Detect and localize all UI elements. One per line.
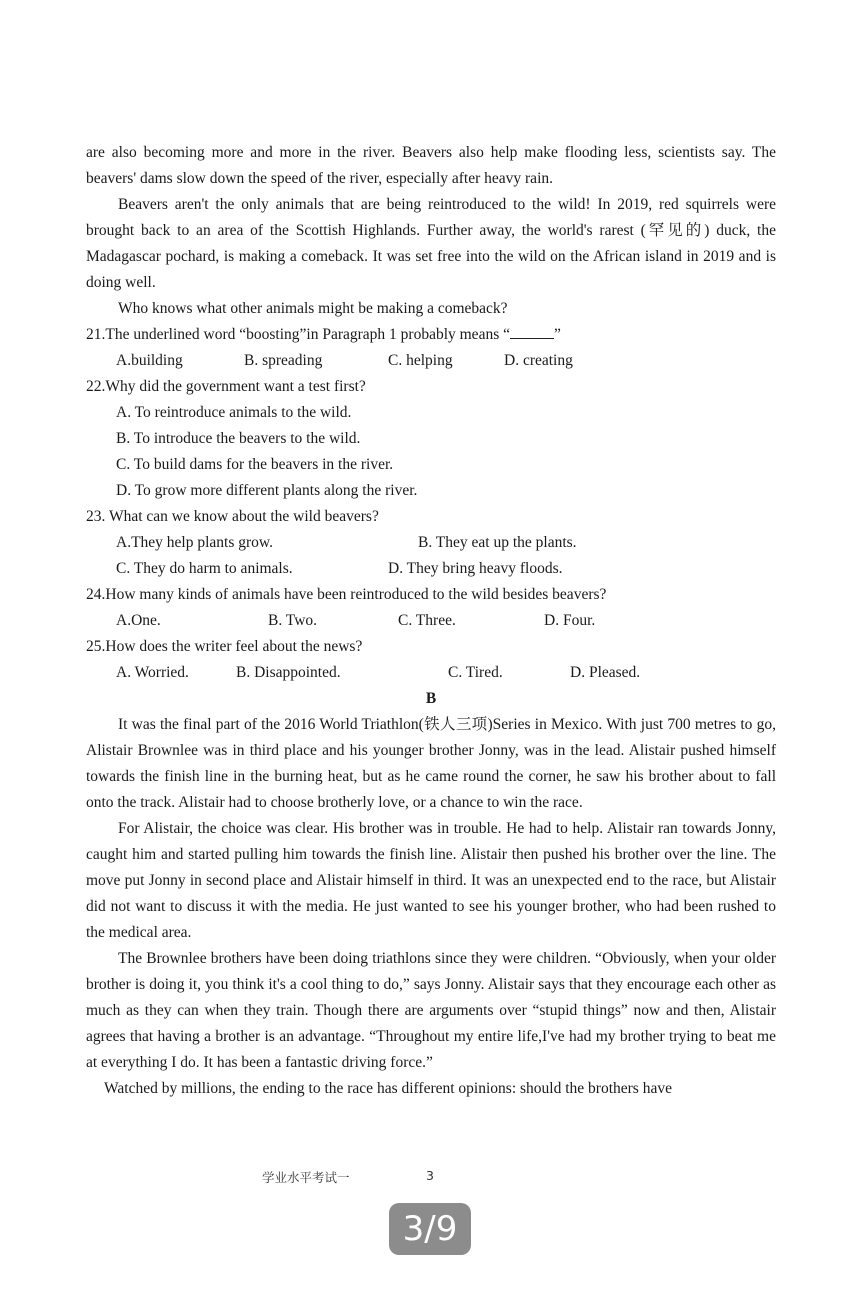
option-a: A. To reintroduce animals to the wild. [116, 404, 352, 421]
question-25-stem: 25.How does the writer feel about the news? [86, 638, 363, 655]
option-a: A.One. [116, 612, 161, 629]
option-b: B. spreading [244, 352, 323, 369]
question-23-stem: 23. What can we know about the wild beavers? [86, 508, 379, 525]
option-b: B. Disappointed. [236, 664, 341, 681]
option-c: C. To build dams for the beavers in the river. [116, 456, 394, 473]
option-a: A.building [116, 352, 183, 369]
option-b: B. Two. [268, 612, 318, 629]
option-a: A.They help plants grow. [116, 534, 273, 551]
passage-a-paragraph: Who knows what other animals might be making a comeback? [118, 300, 508, 317]
section-heading: B [425, 690, 437, 707]
footer-exam-name: 学业水平考试一 [262, 1170, 350, 1185]
option-c: C. helping [388, 352, 453, 369]
option-c: C. Tired. [448, 664, 503, 681]
passage-b-paragraph: Watched by millions, the ending to the race has different opinions: should the brothers have [104, 1080, 672, 1097]
question-24-options [86, 608, 776, 634]
option-b: B. To introduce the beavers to the wild. [116, 430, 361, 447]
option-d: D. To grow more different plants along the river. [116, 482, 418, 499]
passage-a-paragraph: Beavers aren't the only animals that are being reintroduced to the wild! In 2019, red squirrels were brought back to an area of the Scottish Highlands. Further away, the world's rarest (罕见的) duck, the Madagascar pochard, is making a comeback. It was set free into the wild on the African island in 2019 and is doing well. [86, 196, 776, 291]
question-22-stem: 22.Why did the government want a test first? [86, 378, 366, 395]
question-21-stem-start: 21.The underlined word “boosting”in Paragraph 1 probably means “ [86, 326, 510, 343]
page-content [86, 140, 776, 1102]
option-d: D. Pleased. [570, 664, 641, 681]
option-c: C. They do harm to animals. [116, 560, 293, 577]
option-d: D. Four. [544, 612, 596, 629]
option-d: D. creating [504, 352, 573, 369]
option-a: A. Worried. [116, 664, 189, 681]
footer-page-number: 3 [426, 1168, 434, 1183]
question-23-options-row1 [86, 530, 776, 556]
option-c: C. Three. [398, 612, 456, 629]
question-21 [86, 322, 776, 348]
question-25-options [86, 660, 776, 686]
passage-a-paragraph: are also becoming more and more in the river. Beavers also help make flooding less, scientists say. The beavers' dams slow down the speed of the river, especially after heavy rain. [86, 144, 776, 187]
page-indicator[interactable]: 3/9 [389, 1203, 471, 1255]
question-21-options [86, 348, 776, 374]
question-21-stem-end: ” [553, 326, 561, 343]
passage-b-paragraph: The Brownlee brothers have been doing triathlons since they were children. “Obviously, when your older brother is doing it, you think it's a cool thing to do,” says Jonny. Alistair says that they encourage each other as much as they can when they train. Though there are arguments over “stupid things” now and then, Alistair agrees that having a brother is an advantage. “Throughout my entire life,I've had my brother trying to beat me at everything I do. It has been a fantastic driving force.” [86, 950, 776, 1071]
question-23-options-row2 [86, 556, 776, 582]
passage-b-paragraph: It was the final part of the 2016 World Triathlon(铁人三项)Series in Mexico. With just 700 metres to go, Alistair Brownlee was in third place and his younger brother Jonny, was in the lead. Alistair pushed himself towards the finish line in the burning heat, but as he came round the corner, he saw his brother about to fall onto the track. Alistair had to choose brotherly love, or a chance to win the race. [86, 716, 776, 811]
option-d: D. They bring heavy floods. [388, 560, 563, 577]
answer-blank [510, 324, 554, 339]
option-b: B. They eat up the plants. [418, 534, 577, 551]
passage-b-paragraph: For Alistair, the choice was clear. His brother was in trouble. He had to help. Alistair ran towards Jonny, caught him and started pulling him towards the finish line. Alistair then pushed his brother over the line. The move put Jonny in second place and Alistair himself in third. It was an unexpected end to the race, but Alistair did not want to discuss it with the media. He just wanted to see his younger brother, who had been rushed to the medical area. [86, 820, 776, 941]
question-24-stem: 24.How many kinds of animals have been reintroduced to the wild besides beavers? [86, 586, 607, 603]
